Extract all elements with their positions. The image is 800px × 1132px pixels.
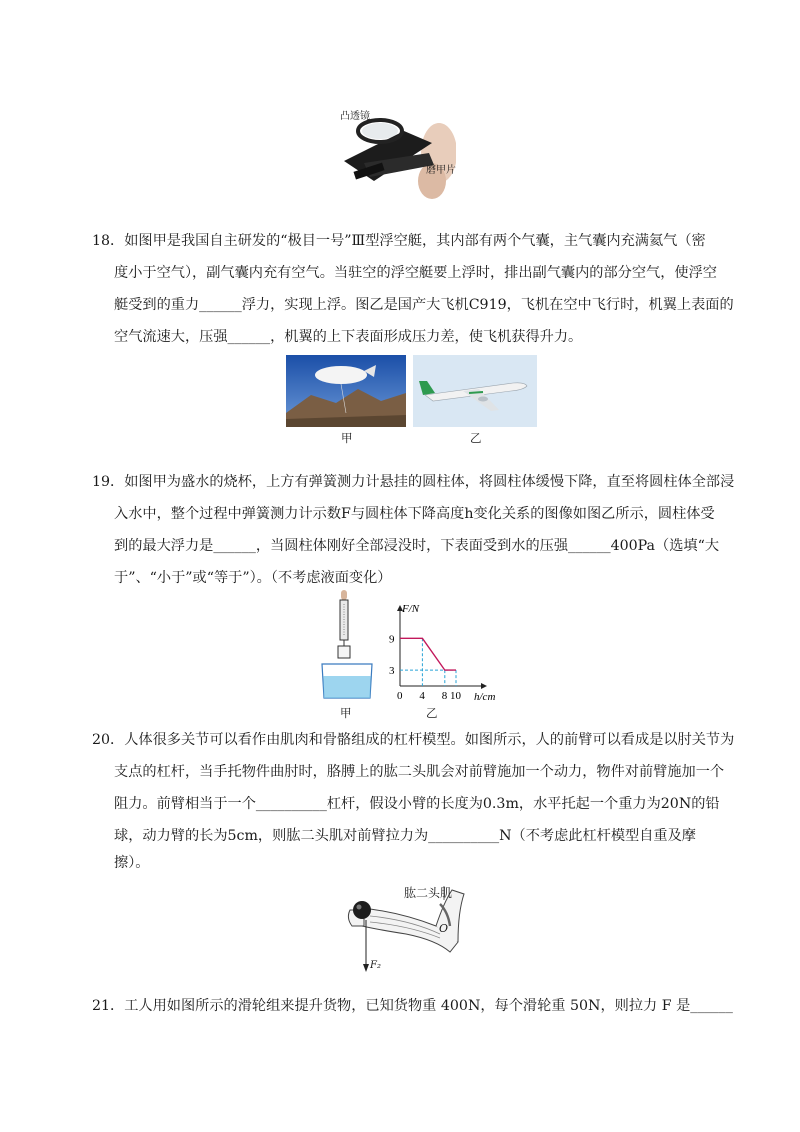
chart-force-height bbox=[378, 602, 508, 710]
q18-line-3: 艇受到的重力______浮力，实现上浮。图乙是国产大飞机C919，飞机在空中飞行时，机翼上表面的 bbox=[114, 297, 734, 313]
photo-c919-aircraft bbox=[413, 355, 537, 427]
q18-line-4: 空气流速大，压强______，机翼的上下表面形成压力差，使飞机获得升力。 bbox=[114, 329, 583, 345]
q20-line-1: 20．人体很多关节可以看作由肌肉和骨骼组成的杠杆模型。如图所示，人的前臂可以看成是以肘关节为 bbox=[92, 732, 735, 748]
q20-line-3: 阻力。前臂相当于一个__________杠杆，假设小臂的长度为0.3m，水平托起一个重力为20N的铅 bbox=[114, 796, 720, 812]
label-pivot-o: O bbox=[439, 922, 449, 935]
q19-line-3: 到的最大浮力是______，当圆柱体刚好全部浸没时，下表面受到水的压强______400Pa（选填“大 bbox=[114, 538, 720, 554]
label-biceps: 肱二头肌 bbox=[404, 886, 453, 900]
chart-series-line bbox=[400, 638, 456, 670]
q18-line-2: 度小于空气），副气囊内充有空气。当驻空的浮空艇要上浮时，排出副气囊内的部分空气，使浮空 bbox=[114, 265, 717, 281]
aerostat-image bbox=[286, 355, 406, 427]
caption-yi-q18: 乙 bbox=[470, 431, 482, 445]
figure-nail-clipper bbox=[334, 103, 456, 209]
chart-x-tick-label: 8 bbox=[441, 690, 448, 702]
q19-line-1: 19．如图甲为盛水的烧杯，上方有弹簧测力计悬挂的圆柱体，将圆柱体缓慢下降，直至将圆柱体全部浸 bbox=[92, 474, 735, 490]
photo-aerostat bbox=[286, 355, 406, 427]
c919-image bbox=[413, 355, 537, 427]
chart-x-label: h/cm bbox=[474, 691, 496, 703]
chart-x-tick-label: 4 bbox=[419, 690, 425, 702]
q20-line-4: 球，动力臂的长为5cm，则肱二头肌对前臂拉力为__________N（不考虑此杠杆模型自重及摩 bbox=[114, 828, 696, 844]
chart-y-tick-label: 9 bbox=[389, 633, 395, 646]
label-nail-file: 磨甲片 bbox=[426, 165, 456, 176]
caption-yi-q19: 乙 bbox=[426, 706, 438, 720]
q20-line-2: 支点的杠杆，当手托物件曲肘时，胳膊上的肱二头肌会对前臂施加一个动力，物件对前臂施加一个 bbox=[114, 764, 725, 780]
q20-line-5: 擦）。 bbox=[114, 855, 150, 871]
figure-arm-lever bbox=[340, 882, 470, 978]
q19-line-4: 于”、“小于”或“等于”）。（不考虑液面变化） bbox=[114, 570, 392, 586]
caption-jia-q19: 甲 bbox=[340, 706, 352, 720]
label-force-f2: F₂ bbox=[370, 960, 381, 971]
chart-svg bbox=[378, 602, 508, 710]
figure-beaker-spring-scale bbox=[318, 590, 376, 704]
label-convex-lens: 凸透镜 bbox=[340, 111, 370, 122]
caption-jia-q18: 甲 bbox=[341, 431, 353, 445]
q19-line-2: 入水中，整个过程中弹簧测力计示数F与圆柱体下降高度h变化关系的图像如图乙所示，圆柱体受 bbox=[114, 506, 715, 522]
chart-y-tick-label: 3 bbox=[389, 665, 395, 678]
chart-y-label: F/N bbox=[402, 603, 420, 615]
chart-x-tick-label: 10 bbox=[450, 690, 461, 702]
q18-line-1: 18．如图甲是我国自主研发的“极目一号”Ⅲ型浮空艇，其内部有两个气囊，主气囊内充满氦气（密 bbox=[92, 233, 706, 249]
chart-x-tick-label: 0 bbox=[397, 690, 403, 702]
q21-line-1: 21．工人用如图所示的滑轮组来提升货物，已知货物重 400N，每个滑轮重 50N，则拉力 F 是______ bbox=[92, 998, 733, 1014]
beaker-illustration bbox=[318, 590, 376, 704]
